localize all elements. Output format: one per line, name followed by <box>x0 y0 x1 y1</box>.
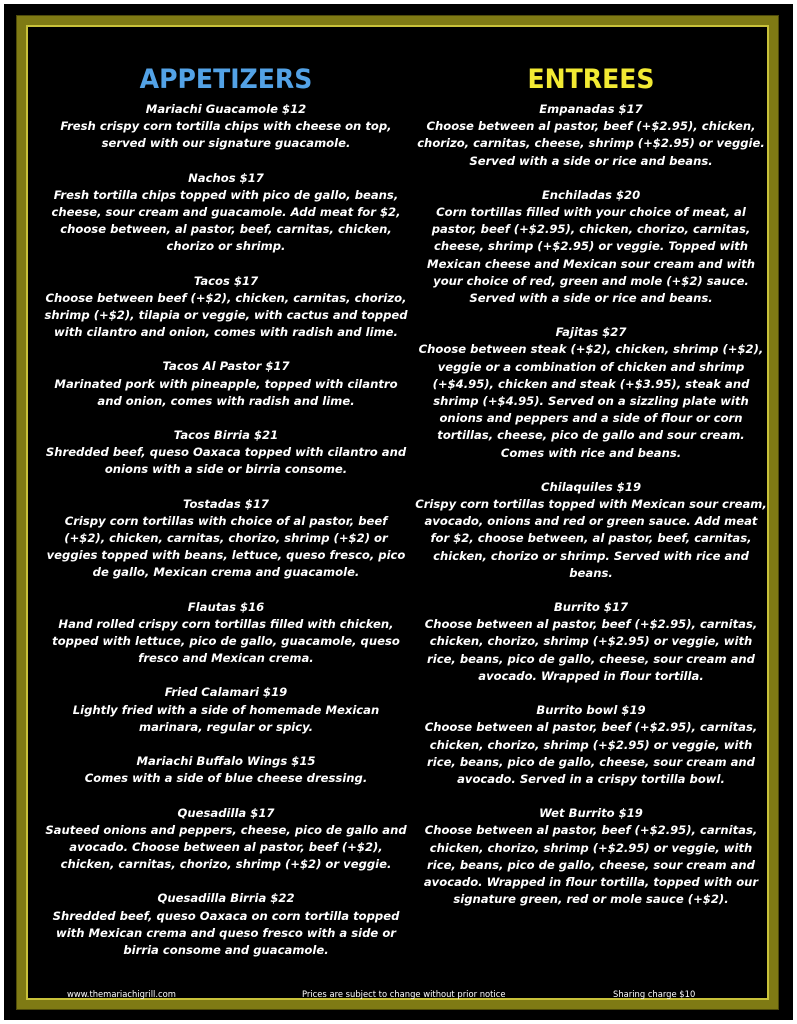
menu-item <box>415 599 767 685</box>
menu-item-name: Chilaquiles $19 <box>540 479 642 494</box>
menu-item-description: Sauteed onions and peppers, cheese, pico de gallo and avocado. Choose between al pastor, beef (+$2), chicken, carnitas, chorizo, shrimp (+$2) or veggie. <box>45 822 407 872</box>
prices-note: Prices are subject to change without prior notice <box>302 989 506 999</box>
menu-item-name: Tostadas $17 <box>183 496 269 511</box>
menu-item <box>415 187 767 307</box>
entrees-list <box>415 101 767 908</box>
menu-item-name: Quesadilla $17 <box>177 805 275 820</box>
menu-item <box>43 273 409 342</box>
menu-item <box>43 599 409 668</box>
appetizers-list <box>43 101 409 959</box>
menu-item <box>43 358 409 410</box>
menu-item-description: Choose between al pastor, beef (+$2.95), chicken, chorizo, carnitas, cheese, shrimp (+$2.95) or veggie. Served with a side or rice and beans. <box>417 119 765 168</box>
menu-item-description: Crispy corn tortillas with choice of al pastor, beef (+$2), chicken, carnitas, chorizo, shrimp (+$2) or veggies topped with beans, lettuce, queso fresco, pico de gallo, Mexican crema and guacamole. <box>46 513 406 580</box>
menu-item-name: Burrito $17 <box>553 600 629 615</box>
menu-item-name: Fajitas $27 <box>555 325 627 340</box>
menu-item-description: Shredded beef, queso Oaxaca on corn tortilla topped with Mexican crema and queso fresco with a side or birria consome and guacamole. <box>52 908 400 957</box>
menu-item-description: Fresh crispy corn tortilla chips with cheese on top, served with our signature guacamole. <box>60 119 392 151</box>
menu-item <box>43 496 409 582</box>
menu-item <box>43 805 409 874</box>
menu-item <box>43 101 409 153</box>
appetizers-heading: APPETIZERS <box>139 64 313 95</box>
menu-item-description: Crispy corn tortillas topped with Mexican sour cream, avocado, onions and red or green sauce. Add meat for $2, choose between, al pastor, beef, carnitas, chicken, chorizo or shrimp. Served with rice and beans. <box>415 497 767 580</box>
menu-item <box>43 890 409 959</box>
menu-item <box>415 324 767 462</box>
menu-item-description: Choose between steak (+$2), chicken, shrimp (+$2), veggie or a combination of chicken and shrimp (+$4.95), chicken and steak (+$3.95), steak and shrimp (+$4.95). Served on a sizzling plate with onions and peppers and a side of flour or corn tortillas, cheese, pico de gallo and sour cream. Comes with rice and beans. <box>418 342 764 460</box>
menu-item-description: Shredded beef, queso Oaxaca topped with cilantro and onions with a side or birria consome. <box>45 445 407 477</box>
menu-item <box>415 479 767 582</box>
menu-item-name: Burrito bowl $19 <box>536 703 646 718</box>
menu-item <box>43 427 409 479</box>
menu-item-description: Marinated pork with pineapple, topped with cilantro and onion, comes with radish and lime. <box>54 376 398 408</box>
appetizers-section <box>43 63 409 976</box>
menu-item-name: Wet Burrito $19 <box>539 806 643 821</box>
menu-item-name: Tacos $17 <box>193 273 259 288</box>
menu-item-name: Tacos Birria $21 <box>173 428 279 443</box>
menu-item-description: Choose between al pastor, beef (+$2.95), carnitas, chicken, chorizo, shrimp (+$2.95) or veggie, with rice, beans, pico de gallo, cheese, sour cream and avocado. Served in a crispy tortilla bowl. <box>424 720 758 786</box>
menu-item-description: Lightly fried with a side of homemade Mexican marinara, regular or spicy. <box>72 702 380 734</box>
menu-item-name: Fried Calamari $19 <box>164 685 288 700</box>
menu-item-name: Nachos $17 <box>188 170 264 185</box>
menu-item-description: Comes with a side of blue cheese dressing. <box>84 771 368 786</box>
menu-item-description: Choose between al pastor, beef (+$2.95), carnitas, chicken, chorizo, shrimp (+$2.95) or veggie, with rice, beans, pico de gallo, cheese, sour cream and avocado. Wrapped in flour tortilla, topped with our signature green, red or mole sauce (+$2). <box>423 823 759 907</box>
menu-item-name: Enchiladas $20 <box>541 187 641 202</box>
menu-item-name: Tacos Al Pastor $17 <box>162 359 290 374</box>
menu-item <box>43 753 409 787</box>
menu-item-name: Empanadas $17 <box>539 102 643 116</box>
menu-item-name: Flautas $16 <box>187 599 265 614</box>
menu-item-name: Mariachi Guacamole $12 <box>145 102 307 116</box>
menu-item-name: Mariachi Buffalo Wings $15 <box>136 754 316 769</box>
menu-item <box>415 702 767 788</box>
menu-item-description: Choose between al pastor, beef (+$2.95), carnitas, chicken, chorizo, shrimp (+$2.95) or veggie, with rice, beans, pico de gallo, cheese, sour cream and avocado. Wrapped in flour tortilla. <box>424 617 758 683</box>
entrees-section <box>415 63 767 925</box>
menu-page <box>4 4 793 1020</box>
menu-item-description: Hand rolled crispy corn tortillas filled with chicken, topped with lettuce, pico de gallo, guacamole, queso fresco and Mexican crema. <box>52 616 400 666</box>
menu-item <box>415 101 767 170</box>
menu-item <box>43 684 409 736</box>
sharing-charge: Sharing charge $10 <box>613 989 696 999</box>
entrees-heading: ENTREES <box>527 64 655 95</box>
menu-item <box>415 805 767 908</box>
menu-item-description: Corn tortillas filled with your choice of meat, al pastor, beef (+$2.95), chicken, chorizo, carnitas, cheese, shrimp (+$2.95) or veggie. Topped with Mexican cheese and Mexican sour cream and with your choice of red, green and mole (+$2) sauce. Served with a side or rice and beans. <box>427 205 755 306</box>
menu-item-description: Fresh tortilla chips topped with pico de gallo, beans, cheese, sour cream and guacamole. Add meat for $2, choose between, al pastor, beef, carnitas, chicken, chorizo or shrimp. <box>51 187 401 254</box>
menu-item <box>43 170 409 256</box>
website-link[interactable]: www.themariachigrill.com <box>67 989 176 999</box>
menu-frame <box>17 16 778 1009</box>
menu-item-name: Quesadilla Birria $22 <box>157 891 295 906</box>
menu-item-description: Choose between beef (+$2), chicken, carnitas, chorizo, shrimp (+$2), tilapia or veggie, with cactus and topped with cilantro and onion, comes with radish and lime. <box>44 290 408 340</box>
